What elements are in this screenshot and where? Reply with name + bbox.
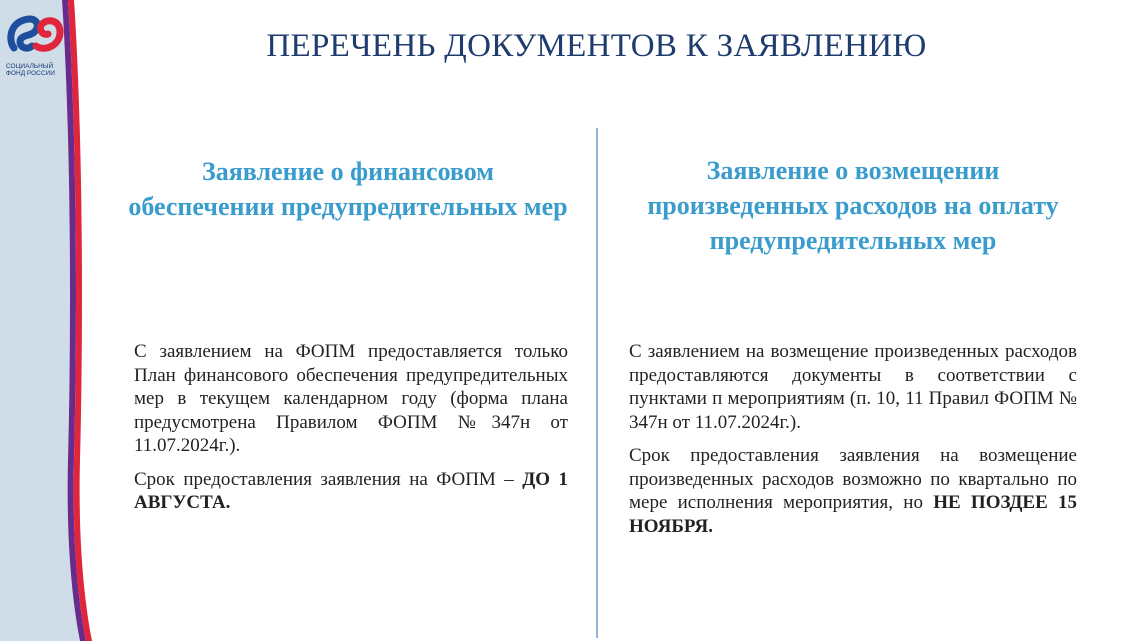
left-column-body bbox=[134, 340, 568, 525]
right-paragraph-2 bbox=[629, 444, 1077, 538]
left-column-heading: Заявление о финансовом обеспечении предупредительных мер bbox=[128, 157, 568, 221]
left-deadline-bold: ДО 1 АВГУСТА. bbox=[134, 468, 568, 513]
right-paragraph-1: С заявлением на возмещение произведенных расходов предоставляются документы в соответствии с пунктами п мероприятиям (п. 10, 11 Правил ФОПМ № 347н от 11.07.2024г.). bbox=[629, 341, 1077, 433]
sfr-logo-icon bbox=[6, 10, 66, 60]
page-title: ПЕРЕЧЕНЬ ДОКУМЕНТОВ К ЗАЯВЛЕНИЮ bbox=[266, 28, 927, 64]
right-deadline-bold: НЕ ПОЗДЕЕ 15 НОЯБРЯ. bbox=[629, 492, 1078, 537]
left-paragraph-1: С заявлением на ФОПМ предоставляется только План финансового обеспечения предупредительных мер в текущем календарном году (форма плана предусмотрена Правилом ФОПМ №347н от 11.07.2024г.). bbox=[134, 341, 568, 456]
right-deadline-text: Срок предоставления заявления на возмещение произведенных расходов возможно по квартально по мере исполнения мероприятия, но bbox=[629, 445, 1077, 513]
left-paragraph-2 bbox=[134, 468, 568, 515]
logo-text: СОЦИАЛЬНЫЙ ФОНД РОССИИ bbox=[6, 63, 55, 77]
column-divider bbox=[596, 128, 598, 638]
left-deadline-text: Срок предоставления заявления на ФОПМ – bbox=[134, 468, 523, 490]
right-column-body bbox=[629, 340, 1077, 548]
sfr-logo bbox=[6, 10, 74, 90]
decorative-side-band bbox=[0, 0, 100, 641]
right-column-heading: Заявление о возмещении произведенных расходов на оплату предупредительных мер bbox=[647, 156, 1059, 255]
